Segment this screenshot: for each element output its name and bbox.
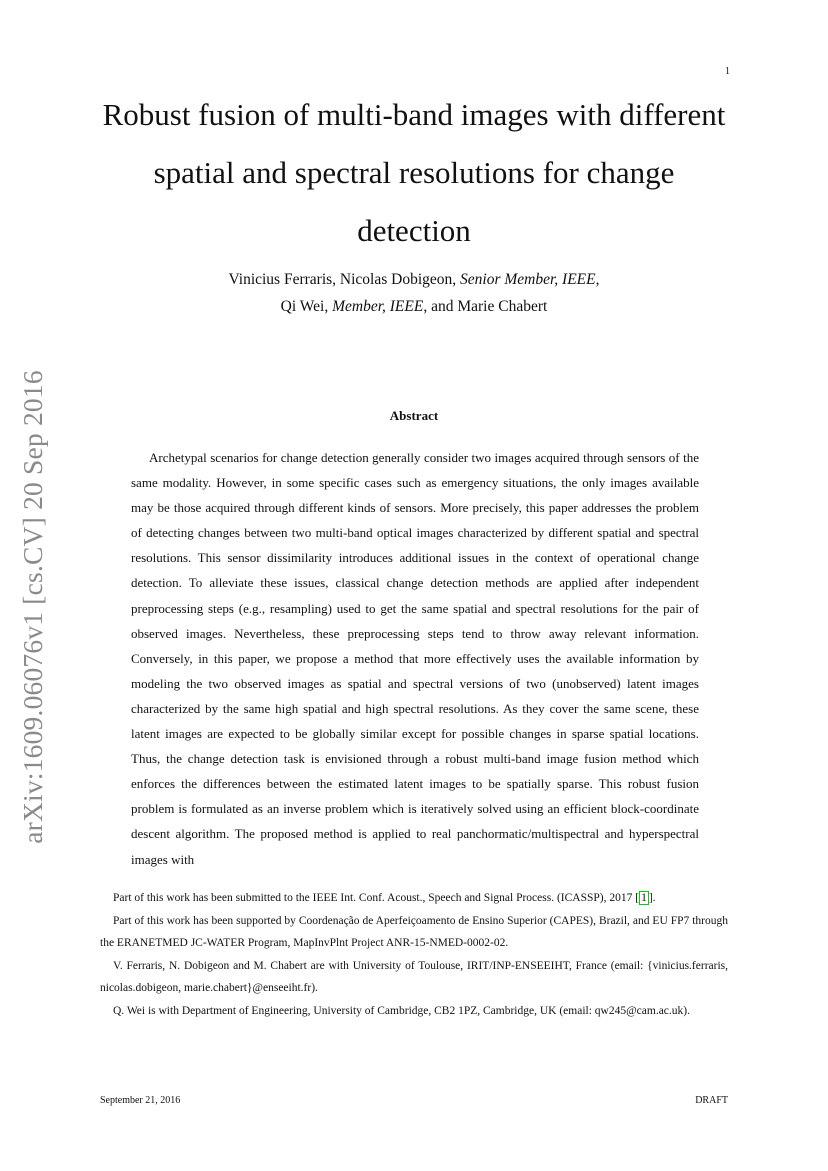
paper-title: Robust fusion of multi-band images with different spatial and spectral resolutions for change detection (102, 97, 726, 248)
author-role-1: Senior Member, IEEE (460, 271, 596, 288)
footnote-funding: Part of this work has been supported by Coordenação de Aperfeiçoamento de Ensino Superior (CAPES), Brazil, and EU FP7 through the ERANETMED JC-WATER Program, MapInvPlnt Project ANR-15-NMED-0002-02. (100, 914, 728, 950)
footnotes (100, 887, 728, 1023)
arxiv-watermark (18, 362, 48, 852)
footnote-affiliation-toulouse: V. Ferraris, N. Dobigeon and M. Chabert are with University of Toulouse, IRIT/INP-ENSEEIHT, France (email: {vinicius.ferraris, nicolas.dobigeon, marie.chabert}@enseeiht.fr). (100, 959, 728, 995)
footnote-submission (100, 887, 728, 910)
footnote-submission-end: ]. (648, 892, 656, 904)
author-line-2 (100, 293, 728, 320)
author-block (100, 266, 728, 320)
footnote-affiliation-cambridge: Q. Wei is with Department of Engineering, University of Cambridge, CB2 1PZ, Cambridge, UK (email: qw245@cam.ac.uk). (113, 1004, 690, 1017)
author-names-1: Vinicius Ferraris, Nicolas Dobigeon, (228, 271, 457, 288)
footer-date: September 21, 2016 (100, 1095, 181, 1106)
footer-status: DRAFT (695, 1095, 728, 1106)
arxiv-identifier[interactable]: arXiv:1609.06076v1 [cs.CV] 20 Sep 2016 (17, 370, 48, 844)
author-role-2: Member, IEEE (332, 298, 424, 315)
page-footer (100, 1095, 728, 1106)
author-line-1-end: , (595, 271, 600, 288)
abstract-body: Archetypal scenarios for change detection generally consider two images acquired through sensors of the same modality. However, in some specific cases such as emergency situations, the only images available may be those acquired through different kinds of sensors. More precisely, this paper addresses the problem of detecting changes between two multi-band optical images characterized by different spatial and spectral resolutions. This sensor dissimilarity introduces additional issues in the context of operational change detection. To alleviate these issues, classical change detection methods are applied after independent preprocessing steps (e.g., resampling) used to get the same spatial and spectral resolutions for the pair of observed images. Nevertheless, these preprocessing steps tend to throw away relevant information. Conversely, in this paper, we propose a method that more effectively uses the available information by modeling the two observed images as spatial and spectral versions of two (unobserved) latent images characterized by the same high spatial and high spectral resolutions. As they cover the same scene, these latent images are expected to be globally similar except for possible changes in sparse spatial locations. Thus, the change detection task is envisioned through a robust multi-band image fusion method which enforces the differences between the estimated latent images to be spatially sparse. This robust fusion problem is formulated as an inverse problem which is iteratively solved using an efficient block-coordinate descent algorithm. The proposed method is applied to real panchormatic/multispectral and hyperspectral images with (131, 450, 699, 867)
author-line-2-end: , and Marie Chabert (423, 298, 548, 315)
author-name-2: Qi Wei, (280, 298, 329, 315)
author-line-1 (100, 266, 728, 293)
footnote-submission-text: Part of this work has been submitted to the IEEE Int. Conf. Acoust., Speech and Signal Process. (ICASSP), 2017 [ (113, 892, 640, 904)
citation-link[interactable]: 1 (641, 892, 647, 904)
page-number: 1 (725, 66, 730, 77)
abstract-heading: Abstract (389, 408, 439, 423)
